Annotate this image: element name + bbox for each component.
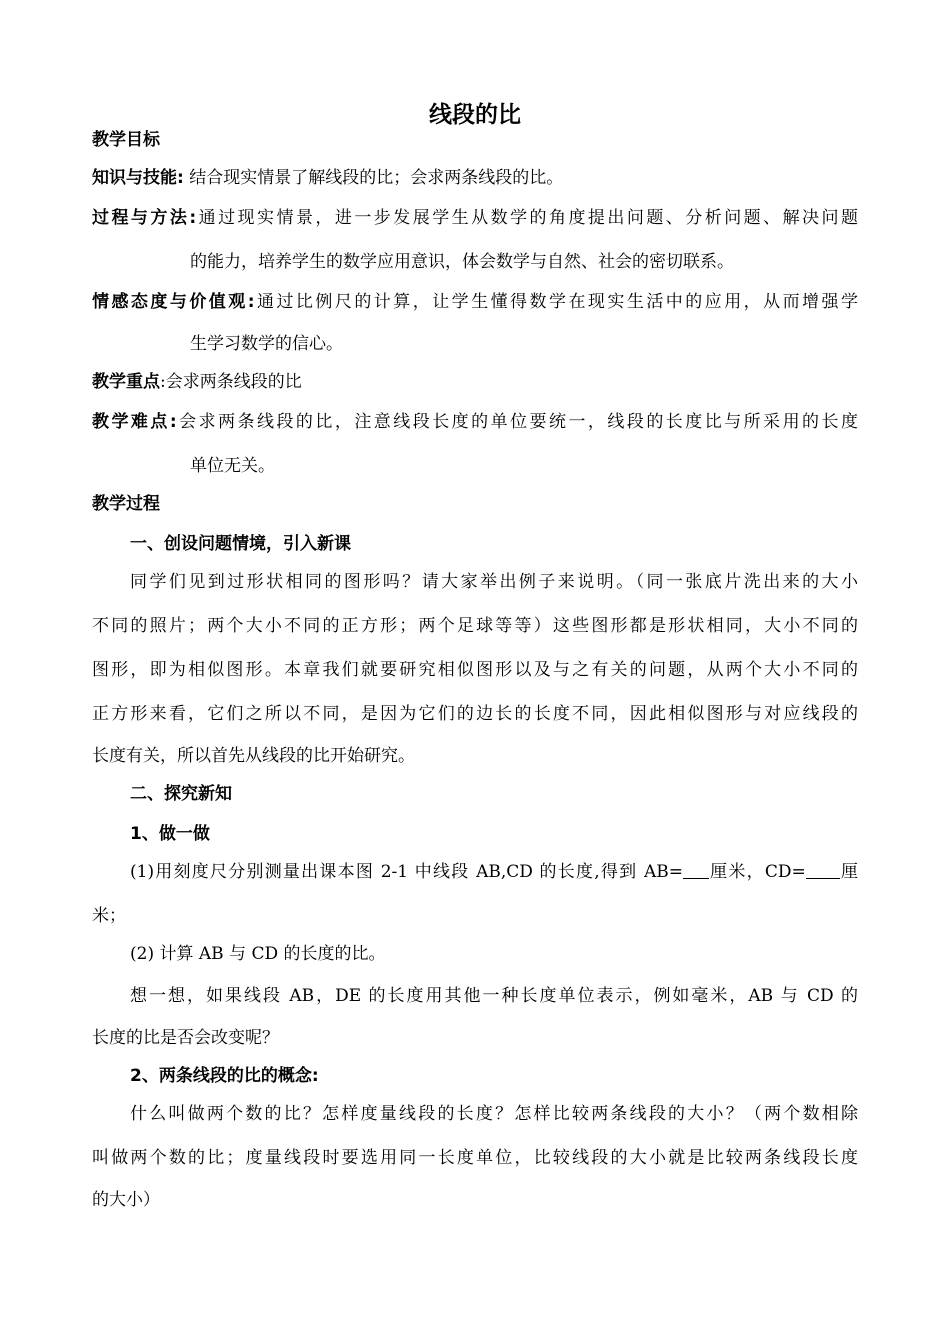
attitude-line-2: 生学习数学的信心。: [190, 334, 343, 354]
knowledge-text: 结合现实情景了解线段的比；会求两条线段的比。: [183, 168, 564, 188]
sub1-item1-line-1: [130, 860, 858, 884]
sub1-item2: (2) 计算 AB 与 CD 的长度的比。: [130, 944, 386, 964]
process-heading: 教学过程: [92, 494, 160, 514]
sub1-item1-text-b: 厘米，CD=: [708, 862, 806, 882]
sub1-item1-text-a: (1)用刻度尺分别测量出课本图 2-1 中线段 AB,CD 的长度,得到 AB=: [130, 862, 683, 882]
process-text-1: 通过现实情景，进一步发展学生从数学的角度提出问题、分析问题、解决问题: [196, 208, 858, 228]
attitude-text-1: 通过比例尺的计算，让学生懂得数学在现实生活中的应用，从而增强学: [254, 292, 858, 312]
section1-paragraph-line-4: 正方形来看，它们之所以不同，是因为它们的边长的长度不同，因此相似图形与对应线段的: [92, 704, 858, 724]
key-line: [92, 370, 872, 394]
sub2-heading: 2、两条线段的比的概念:: [130, 1066, 319, 1086]
cd-blank: [806, 860, 840, 879]
process-line-1: [92, 206, 858, 230]
process-line-2: 的能力，培养学生的数学应用意识，体会数学与自然、社会的密切联系。: [190, 252, 734, 272]
sub1-item1-text-c: 厘: [839, 862, 858, 882]
section1-heading: 一、创设问题情境，引入新课: [130, 534, 351, 554]
process-label: 过程与方法:: [92, 208, 197, 228]
difficulty-text-1: 会求两条线段的比，注意线段长度的单位要统一，线段的长度比与所采用的长度: [176, 412, 858, 432]
key-label: 教学重点: [92, 372, 160, 392]
section2-heading: 二、探究新知: [130, 784, 232, 804]
think-line-2: 长度的比是否会改变呢？: [92, 1028, 279, 1048]
attitude-line-1: [92, 290, 858, 314]
difficulty-line-2: 单位无关。: [190, 456, 275, 476]
section1-paragraph-line-3: 图形，即为相似图形。本章我们就要研究相似图形以及与之有关的问题，从两个大小不同的: [92, 660, 858, 680]
sub2-paragraph-line-2: 叫做两个数的比；度量线段时要选用同一长度单位，比较线段的大小就是比较两条线段长度: [92, 1148, 858, 1168]
ab-blank: [683, 860, 709, 879]
difficulty-line-1: [92, 410, 858, 434]
sub2-paragraph-line-3: 的大小）: [92, 1190, 160, 1210]
goals-heading: 教学目标: [92, 130, 160, 150]
section1-paragraph-line-1: 同学们见到过形状相同的图形吗？请大家举出例子来说明。（同一张底片洗出来的大小: [130, 572, 858, 592]
knowledge-label: 知识与技能:: [92, 168, 184, 188]
sub1-item1-line-2: 米；: [92, 906, 126, 926]
knowledge-line: [92, 166, 872, 190]
difficulty-label: 教学难点:: [92, 412, 177, 432]
section1-paragraph-line-5: 长度有关，所以首先从线段的比开始研究。: [92, 746, 415, 766]
key-text: :会求两条线段的比: [160, 372, 302, 392]
page-title: 线段的比: [429, 102, 521, 128]
attitude-label: 情感态度与价值观:: [92, 292, 255, 312]
section1-paragraph-line-2: 不同的照片；两个大小不同的正方形；两个足球等等）这些图形都是形状相同，大小不同的: [92, 616, 858, 636]
sub2-paragraph-line-1: 什么叫做两个数的比？怎样度量线段的长度？怎样比较两条线段的大小？（两个数相除: [130, 1104, 858, 1124]
think-line-1: 想一想，如果线段 AB，DE 的长度用其他一种长度单位表示，例如毫米，AB 与 CD 的: [130, 986, 858, 1006]
sub1-heading: 1、做一做: [130, 824, 210, 844]
